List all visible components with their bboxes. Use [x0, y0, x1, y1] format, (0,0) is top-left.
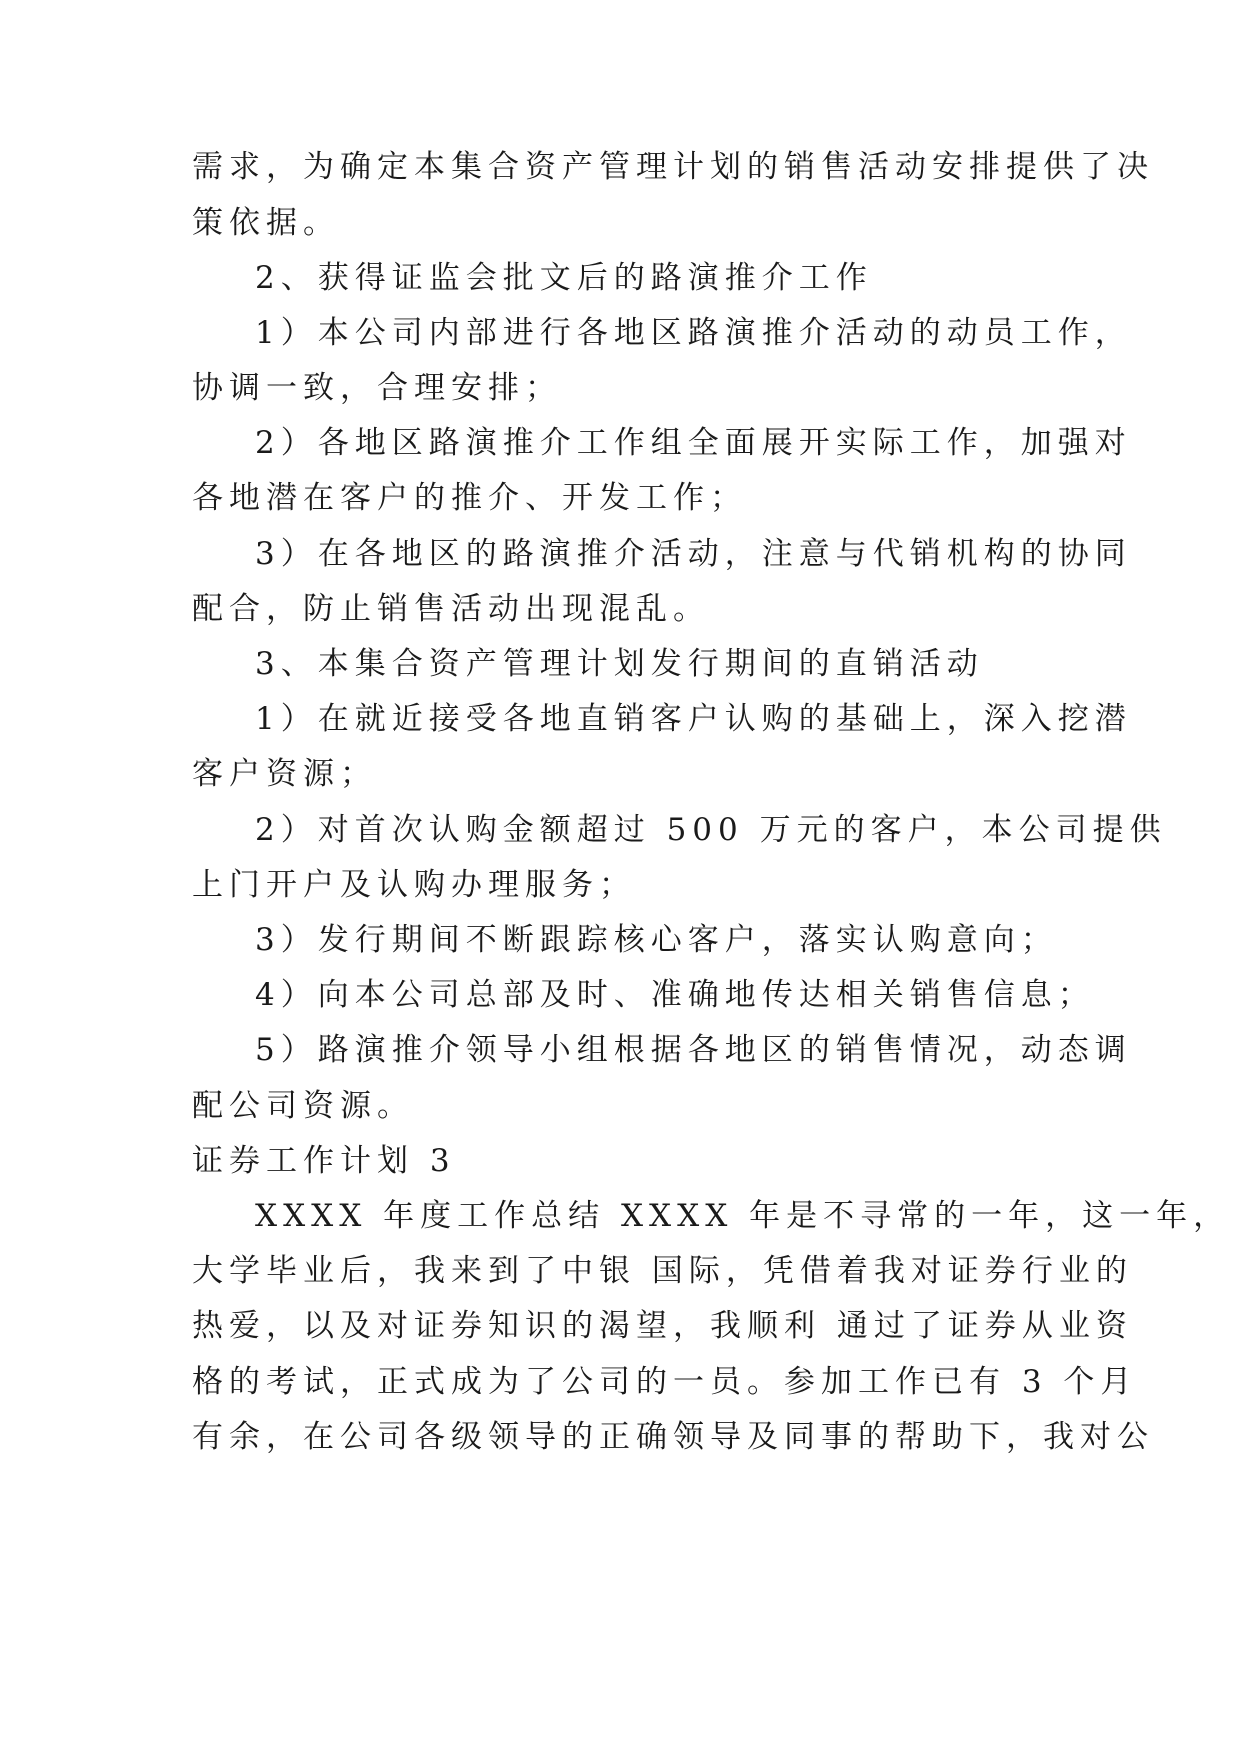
list-item-text: 配公司资源。	[192, 1088, 414, 1124]
list-item-text: 客户资源；	[192, 756, 377, 792]
list-item-text: 配合，防止销售活动出现混乱。	[192, 591, 710, 627]
document-subtitle: 证券工作计划 3	[192, 1143, 456, 1179]
body-text-line: 有余，在公司各级领导的正确领导及同事的帮助下，我对公	[192, 1419, 1154, 1455]
body-text-line: 格的考试，正式成为了公司的一员。参加工作已有 3 个月	[192, 1364, 1138, 1400]
list-item-text: 3）在各地区的路演推介活动，注意与代销机构的协同	[255, 536, 1132, 572]
list-item-text: 协调一致，合理安排；	[192, 370, 562, 406]
body-text-line: 策依据。	[192, 205, 340, 241]
body-text-line: 热爱，以及对证券知识的渴望，我顺利 通过了证券从业资	[192, 1308, 1133, 1344]
body-text-line: 大学毕业后，我来到了中银 国际，凭借着我对证券行业的	[192, 1253, 1133, 1289]
list-item-text: 3）发行期间不断跟踪核心客户，落实认购意向；	[255, 922, 1058, 958]
list-item-text: 2）对首次认购金额超过 500 万元的客户，本公司提供	[255, 812, 1167, 848]
list-item-text: 各地潜在客户的推介、开发工作；	[192, 480, 747, 516]
list-item-text: 4）向本公司总部及时、准确地传达相关销售信息；	[255, 977, 1095, 1013]
section-heading: 3、本集合资产管理计划发行期间的直销活动	[255, 646, 984, 682]
list-item-text: 5）路演推介领导小组根据各地区的销售情况，动态调	[255, 1032, 1132, 1068]
body-text-line: 需求，为确定本集合资产管理计划的销售活动安排提供了决	[192, 149, 1154, 185]
list-item-text: 上门开户及认购办理服务；	[192, 867, 636, 903]
list-item-text: 1）在就近接受各地直销客户认购的基础上，深入挖潜	[255, 701, 1132, 737]
list-item-text: 1）本公司内部进行各地区路演推介活动的动员工作，	[255, 315, 1132, 351]
section-heading: 2、获得证监会批文后的路演推介工作	[255, 260, 873, 296]
body-text-line: XXXX 年度工作总结 XXXX 年是不寻常的一年，这一年，	[255, 1198, 1231, 1234]
list-item-text: 2）各地区路演推介工作组全面展开实际工作，加强对	[255, 425, 1132, 461]
